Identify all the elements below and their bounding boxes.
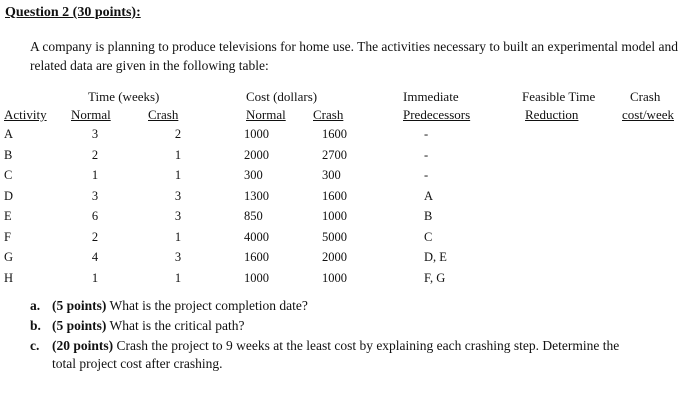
question-c-label: c. — [30, 338, 40, 353]
cell-predecessors: B — [424, 209, 433, 223]
cell-crash-cost: 2700 — [322, 147, 347, 162]
cell-normal-time: 3 — [91, 127, 99, 141]
cell-predecessors: - — [424, 127, 429, 141]
cell-crash-time: 1 — [174, 147, 182, 162]
cell-activity: A — [4, 127, 14, 141]
question-b-points: (5 points) — [52, 318, 107, 333]
cell-activity: G — [4, 250, 14, 264]
cell-normal-time: 1 — [91, 168, 99, 182]
question-c-text: Crash the project to 9 weeks at the least cost by explaining each crashing step. Determine the — [116, 338, 620, 353]
cost-dollars-header: Cost (dollars) — [246, 89, 318, 104]
question-a — [30, 297, 308, 315]
cell-crash-cost: 1000 — [322, 270, 347, 285]
cell-normal-time: 3 — [91, 188, 99, 203]
predecessors-header-line1: Immediate — [403, 89, 459, 104]
activity-header: Activity — [4, 107, 47, 122]
cell-normal-cost: 4000 — [244, 229, 269, 244]
question-b — [30, 317, 244, 335]
cell-crash-cost: 300 — [322, 168, 341, 182]
normal-cost-header: Normal — [246, 107, 286, 122]
question-title: Question 2 (30 points): — [5, 5, 141, 20]
question-c — [30, 337, 619, 355]
cell-normal-cost: 1000 — [244, 127, 269, 141]
cell-crash-time: 1 — [174, 229, 182, 244]
crash-cost-week-header-line1: Crash — [630, 89, 661, 104]
cell-normal-cost: 300 — [244, 168, 263, 182]
question-a-points: (5 points) — [52, 298, 107, 313]
cell-crash-cost: 1000 — [322, 209, 347, 223]
feasible-header-line1: Feasible Time — [522, 89, 596, 104]
cell-crash-time: 3 — [174, 209, 182, 223]
cell-crash-cost: 2000 — [322, 250, 347, 264]
question-c-points: (20 points) — [52, 338, 114, 353]
cell-activity: B — [4, 147, 13, 162]
cell-crash-time: 3 — [174, 188, 182, 203]
cell-activity: E — [4, 209, 12, 223]
cell-crash-time: 1 — [174, 270, 182, 285]
question-b-label: b. — [30, 318, 41, 333]
crash-cost-header: Crash — [313, 107, 344, 122]
cell-crash-cost: 5000 — [322, 229, 347, 244]
cell-normal-cost: 1300 — [244, 188, 269, 203]
cell-predecessors: D, E — [424, 250, 447, 264]
cell-predecessors: - — [424, 168, 429, 182]
cell-normal-time: 1 — [91, 270, 99, 285]
cell-crash-time: 1 — [174, 168, 182, 182]
cell-activity: F — [4, 229, 11, 244]
cell-normal-time: 4 — [91, 250, 99, 264]
cell-normal-time: 2 — [91, 229, 99, 244]
cell-crash-time: 2 — [174, 127, 182, 141]
cell-crash-cost: 1600 — [322, 188, 347, 203]
question-a-label: a. — [30, 298, 41, 313]
cell-normal-cost: 1600 — [244, 250, 269, 264]
cell-activity: C — [4, 168, 13, 182]
cell-normal-cost: 1000 — [244, 270, 269, 285]
cell-crash-time: 3 — [174, 250, 182, 264]
cell-predecessors: - — [424, 147, 429, 162]
normal-time-header: Normal — [71, 107, 111, 122]
cell-activity: D — [4, 188, 14, 203]
feasible-header-line2: Reduction — [525, 107, 579, 122]
cell-normal-cost: 850 — [244, 209, 263, 223]
cell-normal-time: 6 — [91, 209, 99, 223]
question-c-continuation: total project cost after crashing. — [52, 356, 223, 371]
cell-predecessors: A — [424, 188, 434, 203]
cell-normal-time: 2 — [91, 147, 99, 162]
cell-normal-cost: 2000 — [244, 147, 269, 162]
question-a-text: What is the project completion date? — [109, 298, 308, 313]
predecessors-header-line2: Predecessors — [403, 107, 471, 122]
time-weeks-header: Time (weeks) — [88, 89, 160, 104]
cell-predecessors: C — [424, 229, 433, 244]
problem-intro: A company is planning to produce televisions for home use. The activities necessary to built an experimental model and related data are given in the following table: — [30, 39, 678, 73]
question-b-text: What is the critical path? — [109, 318, 245, 333]
crash-time-header: Crash — [148, 107, 179, 122]
cell-crash-cost: 1600 — [322, 127, 347, 141]
cell-activity: H — [4, 270, 14, 285]
crash-cost-week-header-line2: cost/week — [622, 107, 674, 122]
cell-predecessors: F, G — [424, 270, 446, 285]
